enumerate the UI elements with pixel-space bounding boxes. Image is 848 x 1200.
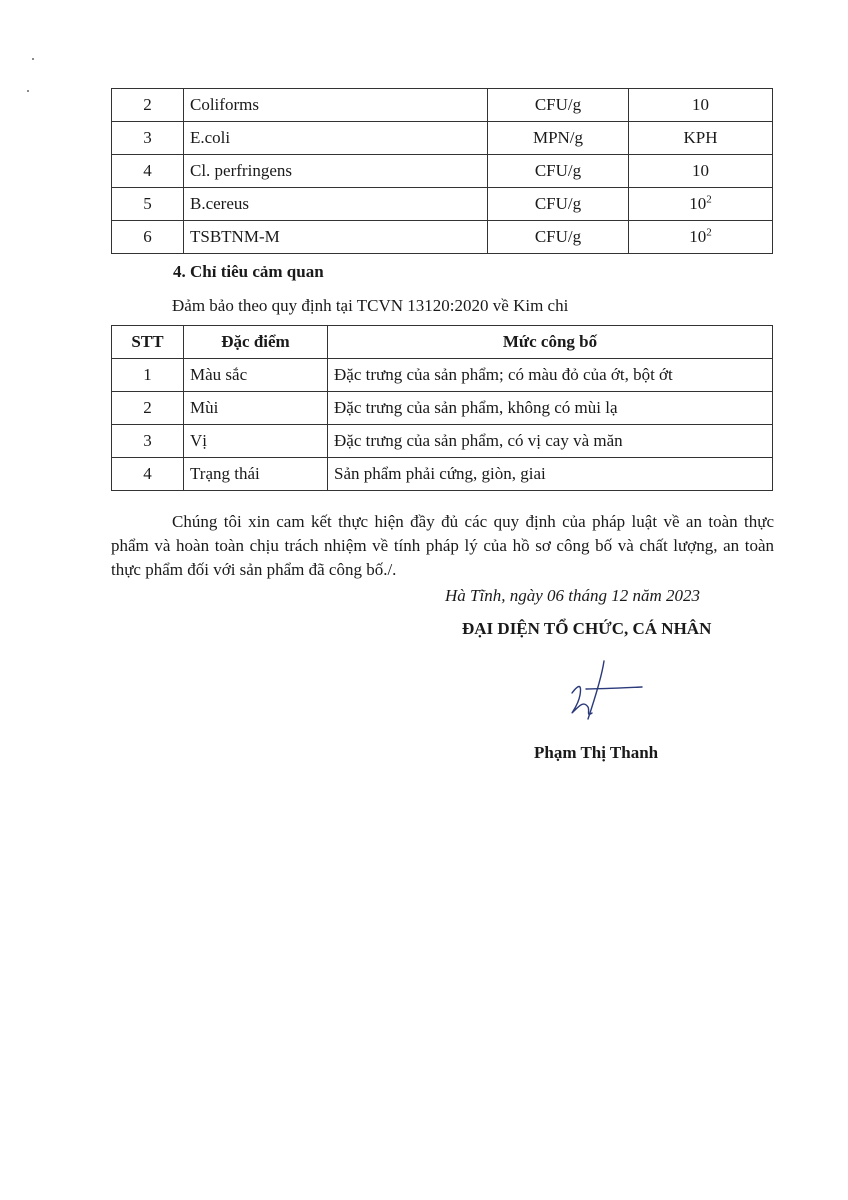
sensory-feature: Mùi (184, 392, 328, 425)
scan-speck (27, 90, 29, 92)
micro-indicator: Coliforms (184, 89, 488, 122)
micro-indicator: B.cereus (184, 188, 488, 221)
sensory-feature: Màu sắc (184, 359, 328, 392)
micro-stt: 3 (112, 122, 184, 155)
header-level: Mức công bố (328, 326, 773, 359)
micro-limit-exponent: 2 (706, 193, 712, 206)
micro-row (112, 221, 773, 254)
sensory-level: Đặc trưng của sản phẩm; có màu đỏ của ớt, bột ớt (328, 359, 773, 392)
signature (560, 655, 650, 725)
micro-stt: 6 (112, 221, 184, 254)
micro-row (112, 89, 773, 122)
date-line: Hà Tĩnh, ngày 06 tháng 12 năm 2023 (445, 586, 700, 605)
sensory-stt: 3 (112, 425, 184, 458)
micro-unit: CFU/g (488, 221, 629, 254)
micro-row (112, 188, 773, 221)
micro-stt: 5 (112, 188, 184, 221)
micro-indicator: Cl. perfringens (184, 155, 488, 188)
micro-limit (629, 155, 773, 188)
representative-title: ĐẠI DIỆN TỔ CHỨC, CÁ NHÂN (462, 619, 712, 638)
sensory-heading: 4. Chỉ tiêu cảm quan (173, 262, 324, 281)
micro-stt: 4 (112, 155, 184, 188)
micro-row (112, 122, 773, 155)
sensory-table (111, 325, 773, 491)
sensory-row (112, 392, 773, 425)
sensory-row (112, 458, 773, 491)
micro-limit-exponent: 2 (706, 226, 712, 239)
sensory-stt: 4 (112, 458, 184, 491)
micro-unit: CFU/g (488, 155, 629, 188)
sensory-stt: 1 (112, 359, 184, 392)
sensory-level: Đặc trưng của sản phẩm, không có mùi lạ (328, 392, 773, 425)
micro-unit: CFU/g (488, 188, 629, 221)
sensory-feature: Vị (184, 425, 328, 458)
micro-stt: 2 (112, 89, 184, 122)
sensory-level: Đặc trưng của sản phẩm, có vị cay và măn (328, 425, 773, 458)
micro-indicator: TSBTNM-M (184, 221, 488, 254)
micro-limit-value: KPH (683, 128, 718, 147)
micro-limit-value: 10 (689, 227, 707, 246)
scan-speck (32, 58, 34, 60)
micro-limit-value: 10 (692, 95, 709, 114)
micro-limit (629, 188, 773, 221)
sensory-intro: Đảm bảo theo quy định tại TCVN 13120:2020 về Kim chi (172, 296, 569, 315)
micro-unit: MPN/g (488, 122, 629, 155)
micro-limit (629, 122, 773, 155)
micro-limit-value: 10 (692, 161, 709, 180)
commitment-paragraph: Chúng tôi xin cam kết thực hiện đầy đủ các quy định của pháp luật về an toàn thực phẩm và hoàn toàn chịu trách nhiệm về tính pháp lý của hồ sơ công bố và chất lượng, an toàn thực phẩm đối với sản phẩm đã công bố./. (111, 512, 774, 579)
signer-name: Phạm Thị Thanh (534, 743, 659, 762)
microbiology-table (111, 88, 773, 254)
micro-indicator: E.coli (184, 122, 488, 155)
micro-limit (629, 221, 773, 254)
micro-unit: CFU/g (488, 89, 629, 122)
micro-row (112, 155, 773, 188)
sensory-level: Sản phẩm phải cứng, giòn, giai (328, 458, 773, 491)
header-feature: Đặc điểm (184, 326, 328, 359)
sensory-header-row (112, 326, 773, 359)
sensory-row (112, 359, 773, 392)
sensory-stt: 2 (112, 392, 184, 425)
sensory-feature: Trạng thái (184, 458, 328, 491)
micro-limit-value: 10 (689, 194, 707, 213)
sensory-row (112, 425, 773, 458)
header-stt: STT (112, 326, 184, 359)
micro-limit (629, 89, 773, 122)
